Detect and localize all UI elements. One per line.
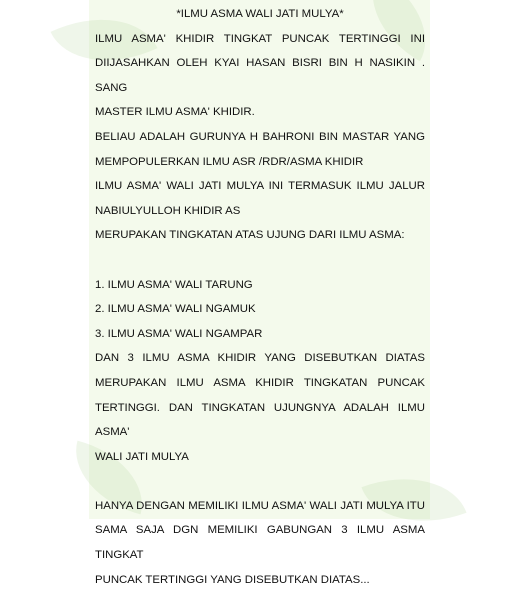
text-line: TERTINGGI. DAN TINGKATAN UJUNGNYA ADALAH ILMU ASMA' xyxy=(95,401,425,439)
text-line: MASTER ILMU ASMA' KHIDIR. xyxy=(95,106,255,119)
text-line: ILMU ASMA' KHIDIR TINGKAT PUNCAK TERTINGGI INI xyxy=(95,32,425,45)
text-line: ILMU ASMA' WALI JATI MULYA INI TERMASUK ILMU JALUR xyxy=(95,180,425,193)
text-line: BELIAU ADALAH GURUNYA H BAHRONI BIN MASTAR YANG xyxy=(95,130,425,143)
text-line: MERUPAKAN TINGKATAN ATAS UJUNG DARI ILMU ASMA: xyxy=(95,229,405,242)
text-line: SAMA SAJA DGN MEMILIKI GABUNGAN 3 ILMU ASMA TINGKAT xyxy=(95,524,425,562)
text-line: HANYA DENGAN MEMILIKI ILMU ASMA' WALI JATI MULYA ITU xyxy=(95,499,425,512)
blank-line xyxy=(95,469,425,494)
text-line: MERUPAKAN ILMU ASMA KHIDIR TINGKATAN PUNCAK xyxy=(95,376,425,389)
text-line: PUNCAK TERTINGGI YANG DISEBUTKAN DIATAS... xyxy=(95,573,370,586)
text-line: DAN 3 ILMU ASMA KHIDIR YANG DISEBUTKAN DIATAS xyxy=(95,352,425,365)
text-line: DIIJASAHKAN OLEH KYAI HASAN BISRI BIN H NASIKIN . SANG xyxy=(95,57,425,94)
text-line: NABIULYULLOH KHIDIR AS xyxy=(95,204,241,217)
document-title: *ILMU ASMA WALI JATI MULYA* xyxy=(176,8,344,20)
blank-line xyxy=(95,248,425,273)
list-item: 2. ILMU ASMA' WALI NGAMUK xyxy=(95,303,256,316)
list-item: 1. ILMU ASMA' WALI TARUNG xyxy=(95,278,253,291)
text-line: MEMPOPULERKAN ILMU ASR /RDR/ASMA KHIDIR xyxy=(95,155,364,168)
document-page xyxy=(89,0,430,586)
document-body xyxy=(95,2,425,592)
text-line: WALI JATI MULYA xyxy=(95,450,189,463)
list-item: 3. ILMU ASMA' WALI NGAMPAR xyxy=(95,327,263,340)
